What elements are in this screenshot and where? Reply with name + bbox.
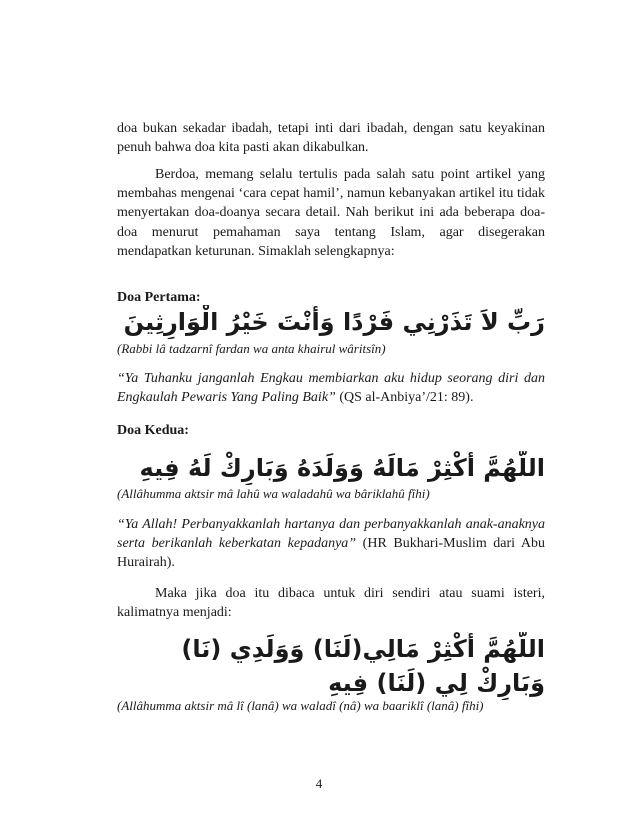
doa-ketiga-arabic: اللَّهُمَّ أَكْثِرْ مَالِي(لَنَا) وَوَلَدِي (نَا) وَبَارِكْ لِي (لَنَا) فِيهِ	[181, 635, 545, 697]
page-number: 4	[315, 776, 323, 791]
doa-pertama-transliteration: (Rabbi lâ tadzarnî fardan wa anta khairul wâritsîn)	[117, 341, 386, 356]
doa-kedua-heading: Doa Kedua:	[117, 423, 189, 438]
doa-kedua-transliteration: (Allâhumma aktsir mâ lahû wa waladahû wa bâriklahû fîhi)	[117, 486, 430, 501]
doa-pertama-source: (QS al-Anbiya’/21: 89).	[335, 390, 474, 406]
doa-pertama-heading: Doa Pertama:	[117, 290, 201, 305]
doa-kedua-arabic: اللَّهُمَّ أَكْثِرْ مَالَهُ وَوَلَدَهُ وَبَارِكْ لَهُ فِيهِ	[139, 454, 545, 482]
doa-kedua-meaning-text: “Ya Allah! Perbanyakkanlah hartanya dan perbanyakkanlah anak-anaknya serta berikanlah keberkatan kepadanya”	[117, 517, 545, 552]
doa-pertama-meaning	[117, 369, 545, 407]
doa-kedua-meaning	[117, 515, 545, 573]
paragraph-berdoa: Berdoa, memang selalu tertulis pada salah satu point artikel yang membahas mengenai ‘cara cepat hamil’, namun kebanyakan artikel itu tidak menyertakan doa-doanya secara detail. Nah berikut ini ada beberapa doa-doa menurut pemahaman saya tentang Islam, agar disegerakan mendapatkan keturunan. Simaklah selengkapnya:	[117, 167, 545, 259]
paragraph-suami-isteri: Maka jika doa itu dibaca untuk diri sendiri atau suami isteri, kalimatnya menjadi:	[117, 586, 545, 621]
doa-pertama-arabic: رَبِّ لاَ تَذَرْنِي فَرْدًا وَأَنْتَ خَيْرُ الْوَارِثِينَ	[123, 308, 545, 336]
doa-kedua-source: (HR Bukhari-Muslim dari Abu Hurairah).	[117, 536, 546, 571]
doa-ketiga-transliteration: (Allâhumma aktsir mâ lî (lanâ) wa waladî (nâ) wa baariklî (lanâ) fîhi)	[117, 698, 484, 713]
paragraph-intro: doa bukan sekadar ibadah, tetapi inti dari ibadah, dengan satu keyakinan penuh bahwa doa kita pasti akan dikabulkan.	[117, 121, 545, 156]
doa-pertama-meaning-text: “Ya Tuhanku janganlah Engkau membiarkan aku hidup seorang diri dan Engkaulah Pewaris Yang Paling Baik”	[117, 371, 545, 406]
